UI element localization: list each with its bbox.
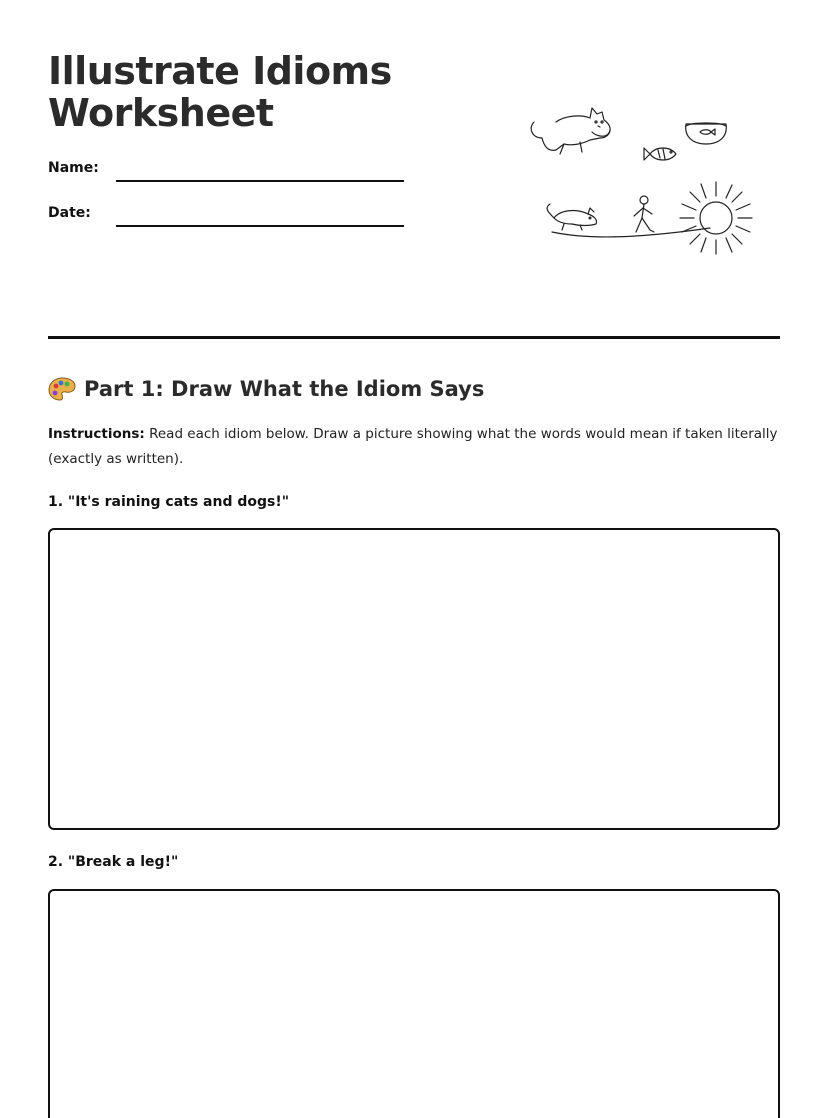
sun-icon bbox=[680, 182, 752, 254]
item-2-label: 2. "Break a leg!" bbox=[48, 854, 179, 870]
section-divider bbox=[48, 336, 780, 339]
part1-heading-text: Part 1: Draw What the Idiom Says bbox=[84, 377, 485, 401]
date-field[interactable] bbox=[48, 205, 408, 229]
fish-icon bbox=[644, 148, 676, 160]
title-line-1: Illustrate Idioms bbox=[48, 49, 392, 93]
artist-palette-icon bbox=[48, 376, 76, 402]
date-line[interactable] bbox=[116, 225, 404, 227]
drawing-box-2[interactable] bbox=[48, 889, 780, 1118]
title-line-2: Worksheet bbox=[48, 91, 274, 135]
worksheet-title bbox=[48, 50, 392, 134]
idiom-illustration bbox=[520, 100, 760, 265]
mouse-icon bbox=[547, 204, 596, 230]
name-line[interactable] bbox=[116, 180, 404, 182]
name-field[interactable] bbox=[48, 160, 408, 184]
person-walking-icon bbox=[634, 196, 654, 232]
part1-heading bbox=[48, 374, 484, 404]
item-1-label: 1. "It's raining cats and dogs!" bbox=[48, 494, 290, 510]
drawing-box-1[interactable] bbox=[48, 528, 780, 830]
instructions-text: Read each idiom below. Draw a picture showing what the words would mean if taken literally (exactly as written). bbox=[48, 426, 778, 467]
fishbowl-icon bbox=[686, 123, 727, 144]
rope-line bbox=[552, 228, 710, 237]
date-label: Date: bbox=[48, 205, 91, 221]
instructions bbox=[48, 422, 783, 472]
name-label: Name: bbox=[48, 160, 99, 176]
instructions-label: Instructions: bbox=[48, 426, 145, 442]
cat-icon bbox=[531, 108, 610, 154]
